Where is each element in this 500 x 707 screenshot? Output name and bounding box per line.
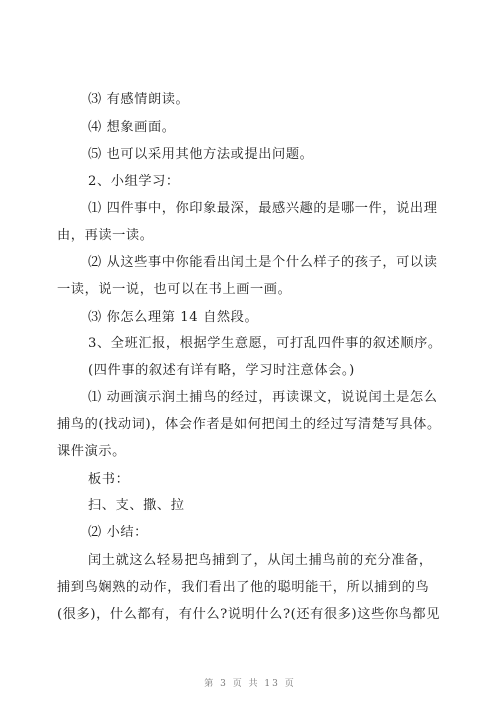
text-line: ⑶ 你怎么理第 14 自然段。 <box>88 310 259 325</box>
text-line: 扫、支、撒、拉 <box>88 498 185 513</box>
text-line: (很多)，什么都有，有什么?说明什么?(还有很多)这些你鸟都见 <box>57 607 441 622</box>
text-line: ⑴ 四件事中，你印象最深，最感兴趣的是哪一件，说出理 <box>88 201 438 216</box>
text-line: 闰土就这么轻易把鸟捕到了，从闰土捕鸟前的充分准备， <box>88 553 433 568</box>
text-line: 一读，说一说，也可以在书上画一画。 <box>57 282 292 297</box>
text-line: 由，再读一读。 <box>57 228 154 243</box>
text-line: ⑸ 也可以采用其他方法或提出问题。 <box>88 147 314 162</box>
text-line: ⑴ 动画演示润土捕鸟的经过，再读课文，说说闰土是怎么 <box>88 390 438 405</box>
text-line: (四件事的叙述有详有略，学习时注意体会。) <box>88 363 355 378</box>
text-line: ⑷ 想象画面。 <box>88 120 176 135</box>
section-heading: 3、全班汇报，根据学生意愿，可打乱四件事的叙述顺序。 <box>88 336 442 351</box>
section-heading: 2、小组学习： <box>88 174 180 189</box>
text-line: 捕鸟的(找动词)，体会作者是如何把闰土的经过写清楚写具体。 <box>57 417 441 432</box>
text-line: 课件演示。 <box>57 444 126 459</box>
text-line: ⑶ 有感情朗读。 <box>88 92 190 107</box>
page-number-footer: 第 3 页 共 13 页 <box>204 679 296 689</box>
text-line: ⑵ 从这些事中你能看出闰土是个什么样子的孩子，可以读 <box>88 255 438 270</box>
text-line: ⑵ 小结： <box>88 525 148 540</box>
text-line: 板书： <box>88 472 130 487</box>
text-line: 捕到鸟娴熟的动作，我们看出了他的聪明能干，所以捕到的鸟 <box>57 580 430 595</box>
